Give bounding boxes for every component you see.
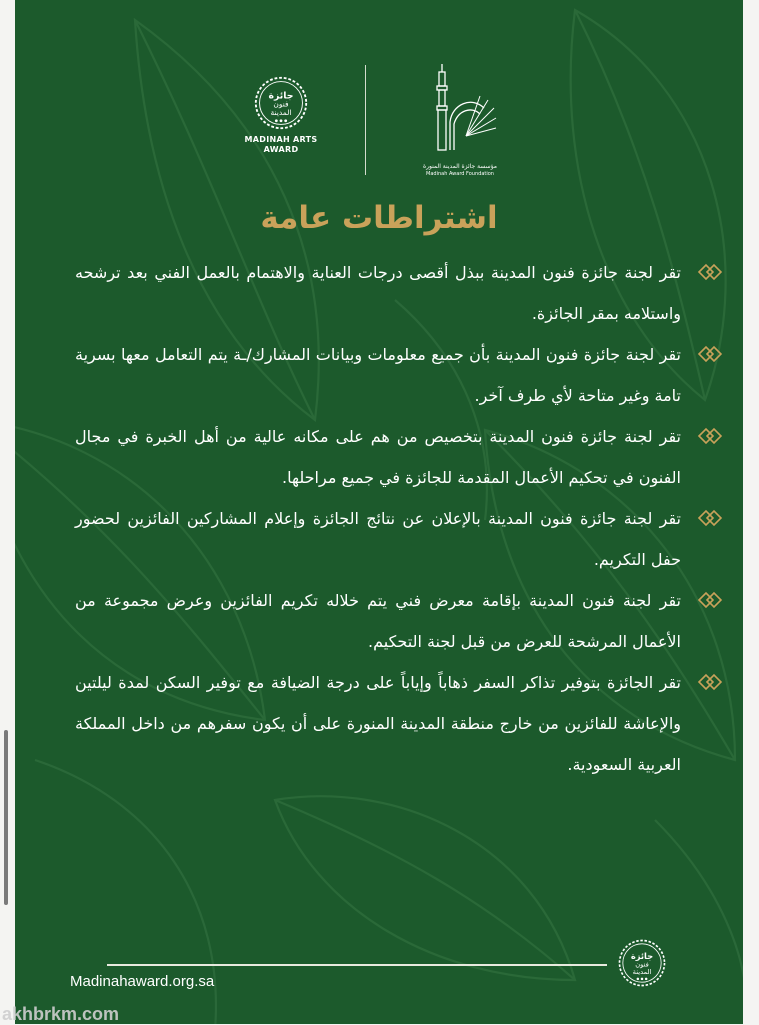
footer-divider [107,964,607,966]
svg-text:جائزة: جائزة [630,950,654,961]
svg-text:جائزة: جائزة [268,90,294,102]
website-url: Madinahaward.org.sa [70,973,215,990]
condition-text: تقر لجنة جائزة فنون المدينة ببذل أقصى درجات العناية والاهتمام بالعمل الفني بعد ترشحه واستلامه بمقر الجائزة. [75,263,681,323]
condition-text: تقر لجنة جائزة فنون المدينة بالإعلان عن نتائج الجائزة وإعلام المشاركين الفائزين لحضور حفل التكريم. [75,509,681,569]
condition-item [75,498,723,580]
madinah-arts-award-logo [243,75,319,155]
minaret-palm-icon [420,62,500,158]
condition-item [75,252,723,334]
condition-text: تقر لجنة فنون المدينة بإقامة معرض فني يتم خلاله تكريم الفائزين وعرض مجموعة من الأعمال المرشحة للعرض من قبل لجنة التحكيم. [75,591,681,651]
condition-item [75,416,723,498]
madinah-award-foundation-logo [420,62,500,178]
condition-text: تقر لجنة جائزة فنون المدينة بأن جميع معلومات وبيانات المشارك/ـة يتم التعامل معها بسرية تامة وغير متاحة لأي طرف آخر. [75,345,681,405]
header-divider [365,65,366,175]
condition-item [75,334,723,416]
bullet-diamond-icon [697,508,723,528]
site-watermark: akhbrkm.com [2,1004,120,1024]
condition-item [75,662,723,785]
award-seal-icon [253,75,309,131]
bullet-diamond-icon [697,590,723,610]
bullet-diamond-icon [697,262,723,282]
bullet-diamond-icon [697,344,723,364]
condition-text: تقر الجائزة بتوفير تذاكر السفر ذهاباً وإياباً على درجة الضيافة مع توفير السكن لمدة ليلتين والإعاشة للفائزين من خارج منطقة المدينة المنورة على أن يكون سفرهم من داخل المملكة العربية السعودية. [75,673,681,774]
conditions-list [75,252,723,785]
poster [15,0,743,1024]
condition-text: تقر لجنة جائزة فنون المدينة بتخصيص من هم على مكانه عالية من أهل الخبرة في مجال الفنون في تحكيم الأعمال المقدمة للجائزة في جميع مراحلها. [75,427,681,487]
svg-text:فنون: فنون [273,99,289,109]
svg-text:فنون: فنون [635,960,649,969]
foundation-name-ar: مؤسسة جائزة المدينة المنورة [422,163,498,170]
award-name-en: MADINAH ARTS AWARD [244,135,318,154]
page-title: اشتراطات عامة [260,200,498,236]
footer-award-seal-icon [617,938,667,988]
bullet-diamond-icon [697,672,723,692]
foundation-name-en: Madinah Award Foundation [426,171,494,177]
condition-item [75,580,723,662]
bullet-diamond-icon [697,426,723,446]
svg-text:المدينة: المدينة [632,967,652,976]
scrollbar-thumb[interactable] [4,730,8,905]
svg-text:المدينة: المدينة [270,108,292,118]
